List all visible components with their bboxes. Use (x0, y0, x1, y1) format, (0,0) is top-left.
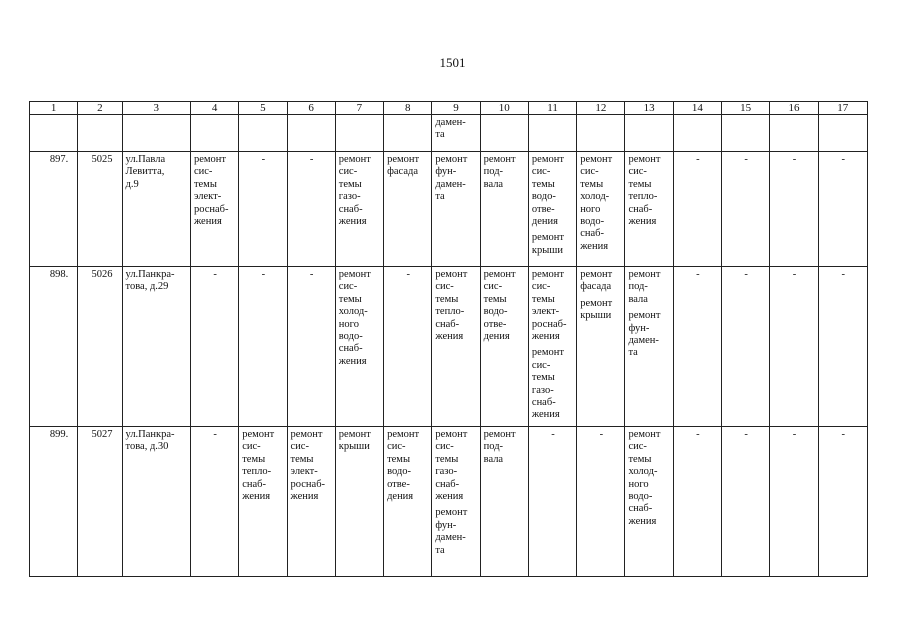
column-number-cell: 16 (770, 102, 818, 115)
address-text: ул.Панкра- това, д.30 (125, 429, 175, 453)
continuation-cell (432, 115, 480, 152)
column-number-cell: 15 (722, 102, 770, 115)
work-entry: ремонт фасада (387, 154, 420, 178)
continuation-cell (818, 115, 867, 152)
row-number-cell: 899. (30, 427, 78, 577)
work-entry: ремонт крыши (531, 232, 564, 256)
empty-dash-cell: - (528, 427, 576, 577)
work-entry: ремонт сис- темы газо- снаб- жения (531, 347, 564, 421)
work-entry: ремонт сис- темы тепло- снаб- жения (628, 154, 661, 228)
work-cell (480, 152, 528, 267)
empty-dash-cell: - (577, 427, 625, 577)
empty-dash-cell: - (673, 267, 721, 427)
work-entry: ремонт крыши (580, 297, 613, 322)
address-cell (122, 152, 190, 267)
work-entry: ремонт сис- темы тепло- снаб- жения (435, 269, 468, 343)
empty-dash-cell: - (722, 267, 770, 427)
column-number-cell: 2 (78, 102, 122, 115)
work-entry: ремонт фун- дамен- та (628, 310, 661, 359)
address-cell (122, 267, 190, 427)
empty-dash-cell: - (722, 427, 770, 577)
continuation-cell (625, 115, 673, 152)
repair-schedule-table (29, 101, 868, 577)
work-cell (335, 427, 383, 577)
work-entry: ремонт сис- темы тепло- снаб- жения (242, 429, 275, 503)
continuation-cell (577, 115, 625, 152)
continuation-cell (78, 115, 122, 152)
building-row (30, 267, 868, 427)
work-cell (239, 427, 287, 577)
row-number-cell: 898. (30, 267, 78, 427)
work-entry: ремонт фун- дамен- та (435, 154, 468, 203)
building-row (30, 152, 868, 267)
work-entry: ремонт под- вала (628, 269, 661, 305)
work-entry: ремонт сис- темы холод- ного водо- снаб- жения (628, 429, 661, 527)
empty-dash-cell: - (239, 152, 287, 267)
continuation-cell (770, 115, 818, 152)
work-entry: ремонт сис- темы газо- снаб- жения (435, 429, 468, 503)
empty-dash-cell: - (770, 152, 818, 267)
column-number-cell: 17 (818, 102, 867, 115)
continuation-cell (30, 115, 78, 152)
building-code-cell: 5025 (78, 152, 122, 267)
empty-dash-cell: - (287, 152, 335, 267)
address-text: ул.Павла Левитта, д.9 (125, 154, 166, 190)
continuation-cell (480, 115, 528, 152)
continuation-cell (239, 115, 287, 152)
empty-dash-cell: - (818, 427, 867, 577)
empty-dash-cell: - (673, 427, 721, 577)
column-number-cell: 1 (30, 102, 78, 115)
work-cell (577, 152, 625, 267)
column-number-row (30, 102, 868, 115)
work-cell (432, 267, 480, 427)
column-number-cell: 12 (577, 102, 625, 115)
work-cell (480, 427, 528, 577)
empty-dash-cell: - (673, 152, 721, 267)
work-entry: ремонт под- вала (483, 154, 516, 190)
work-entry: ремонт сис- темы водо- отве- дения (387, 429, 420, 503)
work-entry: ремонт сис- темы холод- ного водо- снаб- жения (580, 154, 613, 252)
work-cell (625, 152, 673, 267)
work-entry: ремонт крыши (338, 429, 371, 453)
work-cell (432, 152, 480, 267)
empty-dash-cell: - (239, 267, 287, 427)
address-text: ул.Панкра- това, д.29 (125, 269, 175, 293)
continuation-cell (335, 115, 383, 152)
work-cell (335, 267, 383, 427)
column-number-cell: 4 (190, 102, 238, 115)
empty-dash-cell: - (770, 427, 818, 577)
continuation-cell (528, 115, 576, 152)
empty-dash-cell: - (287, 267, 335, 427)
column-number-cell: 7 (335, 102, 383, 115)
column-number-cell: 8 (384, 102, 432, 115)
work-entry: ремонт сис- темы элект- роснаб- жения (290, 429, 326, 503)
column-number-cell: 11 (528, 102, 576, 115)
work-cell (577, 267, 625, 427)
column-number-cell: 13 (625, 102, 673, 115)
column-number-cell: 14 (673, 102, 721, 115)
work-entry: ремонт под- вала (483, 429, 516, 465)
empty-dash-cell: - (190, 267, 238, 427)
work-cell (384, 427, 432, 577)
empty-dash-cell: - (770, 267, 818, 427)
work-entry: ремонт сис- темы водо- отве- дения (483, 269, 516, 343)
work-entry: ремонт сис- темы газо- снаб- жения (338, 154, 371, 228)
continuation-cell (122, 115, 190, 152)
column-number-cell: 10 (480, 102, 528, 115)
column-number-cell: 6 (287, 102, 335, 115)
continuation-cell (722, 115, 770, 152)
work-cell (335, 152, 383, 267)
continuation-cell (287, 115, 335, 152)
work-cell (432, 427, 480, 577)
building-code-cell: 5026 (78, 267, 122, 427)
building-code-cell: 5027 (78, 427, 122, 577)
work-entry: ремонт сис- темы элект- роснаб- жения (193, 154, 229, 228)
empty-dash-cell: - (818, 152, 867, 267)
work-entry: ремонт фасада (580, 269, 613, 293)
empty-dash-cell: - (722, 152, 770, 267)
page-number: 1501 (439, 55, 466, 70)
continuation-cell (384, 115, 432, 152)
work-entry: ремонт сис- темы элект- роснаб- жения (531, 269, 567, 343)
work-cell (384, 152, 432, 267)
empty-dash-cell: - (190, 427, 238, 577)
column-number-cell: 5 (239, 102, 287, 115)
work-cell (528, 267, 576, 427)
work-entry: ремонт сис- темы водо- отве- дения (531, 154, 564, 228)
work-entry: дамен- та (435, 117, 466, 141)
column-number-cell: 3 (122, 102, 190, 115)
address-cell (122, 427, 190, 577)
continuation-row (30, 115, 868, 152)
work-cell (528, 152, 576, 267)
work-cell (190, 152, 238, 267)
work-cell (480, 267, 528, 427)
continuation-cell (673, 115, 721, 152)
building-row (30, 427, 868, 577)
work-cell (625, 267, 673, 427)
empty-dash-cell: - (384, 267, 432, 427)
work-entry: ремонт сис- темы холод- ного водо- снаб- жения (338, 269, 371, 367)
work-cell (625, 427, 673, 577)
empty-dash-cell: - (818, 267, 867, 427)
continuation-cell (190, 115, 238, 152)
row-number-cell: 897. (30, 152, 78, 267)
work-entry: ремонт фун- дамен- та (435, 507, 468, 556)
work-cell (287, 427, 335, 577)
column-number-cell: 9 (432, 102, 480, 115)
